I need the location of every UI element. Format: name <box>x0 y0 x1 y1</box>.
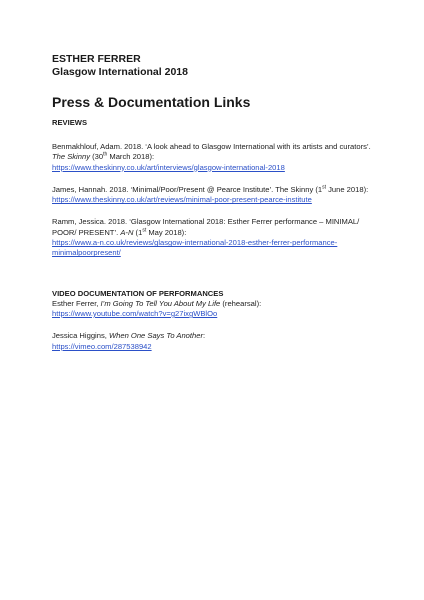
review-date-close: June 2018): <box>326 184 369 194</box>
review-entry-1 <box>52 142 382 173</box>
video-note: (rehearsal): <box>220 298 262 308</box>
video-artist: Esther Ferrer, <box>52 298 101 308</box>
ordinal-suffix: st <box>322 184 326 191</box>
ordinal-suffix: st <box>142 227 147 234</box>
review-date-open: (1 <box>133 227 143 237</box>
review-citation: James, Hannah. 2018. ‘Minimal/Poor/Present @ Pearce Institute’. The Skinny (1 <box>52 184 323 194</box>
video-heading: VIDEO DOCUMENTATION OF PERFORMANCES <box>52 288 224 298</box>
video-link-1[interactable]: https://www.youtube.com/watch?v=g27ixgWBlOo <box>52 308 218 318</box>
review-citation: Benmakhlouf, Adam. 2018. ‘A look ahead to Glasgow International with its artists and curators’. <box>52 142 371 151</box>
video-entry-1 <box>52 299 382 320</box>
publication-name: The Skinny <box>52 152 90 162</box>
review-link-2[interactable]: https://www.theskinny.co.uk/art/reviews/minimal-poor-present-pearce-institute <box>52 195 312 205</box>
video-link-2[interactable]: https://vimeo.com/287538942 <box>52 341 152 351</box>
review-entry-3 <box>52 217 382 258</box>
document-content <box>52 53 382 352</box>
review-link-3-continued[interactable]: minimalpoorpresent/ <box>52 248 121 258</box>
review-date-close: May 2018): <box>146 227 187 237</box>
video-artist: Jessica Higgins, <box>52 331 109 341</box>
artist-name: ESTHER FERRER <box>52 53 141 65</box>
review-link-1[interactable]: https://www.theskinny.co.uk/art/interviews/glasgow-international-2018 <box>52 162 285 172</box>
page-title: Press & Documentation Links <box>52 94 251 110</box>
video-work-title: I’m Going To Tell You About My Life <box>100 298 221 308</box>
video-entry-2 <box>52 331 382 352</box>
review-link-3[interactable]: https://www.a-n.co.uk/reviews/glasgow-international-2018-esther-ferrer-performance- <box>52 238 338 248</box>
ordinal-suffix: th <box>103 151 108 158</box>
event-name: Glasgow International 2018 <box>52 66 188 78</box>
review-entry-2 <box>52 185 382 206</box>
video-note: : <box>202 331 206 341</box>
review-date-open: (30 <box>90 152 104 162</box>
review-date-close: March 2018): <box>107 152 155 162</box>
publication-name: A-N <box>120 227 134 237</box>
review-citation: Ramm, Jessica. 2018. ‘Glasgow International 2018: Esther Ferrer performance – MINIMAL/ POOR/ PRESENT’. <box>52 217 360 237</box>
video-work-title: When One Says To Another <box>108 331 203 341</box>
reviews-heading: REVIEWS <box>52 118 88 127</box>
